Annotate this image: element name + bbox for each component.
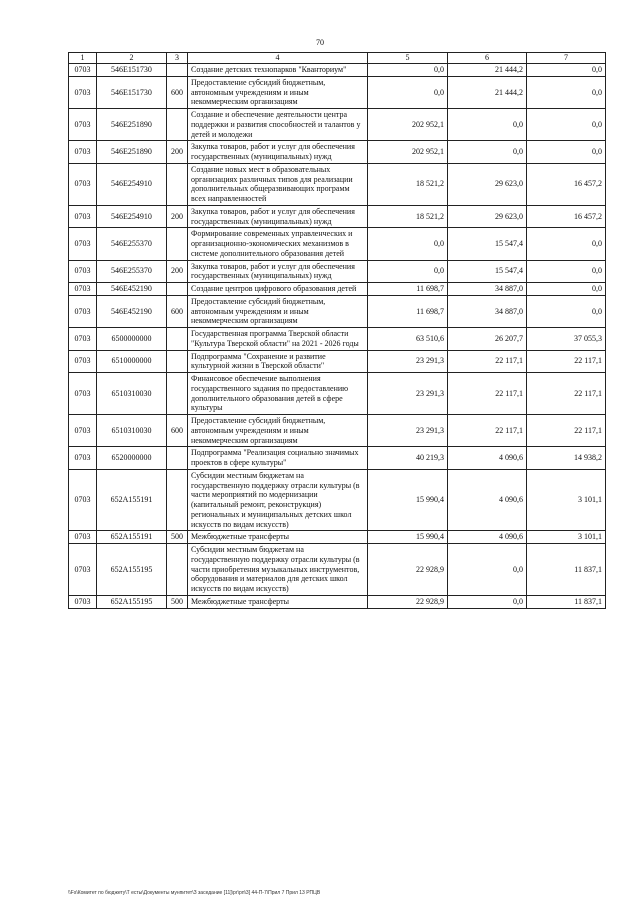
description-cell: Подпрограмма "Сохранение и развитие культурной жизни в Тверской области" — [188, 350, 368, 373]
target-code-cell: 546E151730 — [97, 76, 167, 108]
table-row — [69, 328, 606, 351]
section-code-cell: 0703 — [69, 415, 97, 447]
expense-type-cell — [167, 109, 188, 141]
amount-year2-cell: 0,0 — [448, 141, 527, 164]
column-header-5: 5 — [368, 53, 448, 64]
amount-year3-cell: 0,0 — [527, 141, 606, 164]
page-number: 70 — [316, 38, 324, 47]
expense-type-cell: 600 — [167, 76, 188, 108]
column-header-4: 4 — [188, 53, 368, 64]
table-row — [69, 163, 606, 205]
description-cell: Предоставление субсидий бюджетным, автономным учреждениям и иным некоммерческим организациям — [188, 415, 368, 447]
section-code-cell: 0703 — [69, 260, 97, 283]
section-code-cell: 0703 — [69, 228, 97, 260]
amount-year2-cell: 34 887,0 — [448, 283, 527, 296]
amount-year2-cell: 0,0 — [448, 544, 527, 596]
amount-year1-cell: 11 698,7 — [368, 295, 448, 327]
target-code-cell: 6510310030 — [97, 415, 167, 447]
target-code-cell: 546E151730 — [97, 64, 167, 77]
description-cell: Межбюджетные трансферты — [188, 531, 368, 544]
table-row — [69, 595, 606, 608]
target-code-cell: 652A155195 — [97, 544, 167, 596]
amount-year3-cell: 0,0 — [527, 228, 606, 260]
amount-year1-cell: 63 510,6 — [368, 328, 448, 351]
amount-year1-cell: 18 521,2 — [368, 205, 448, 228]
description-cell: Создание центров цифрового образования детей — [188, 283, 368, 296]
target-code-cell: 546E254910 — [97, 205, 167, 228]
column-header-3: 3 — [167, 53, 188, 64]
amount-year3-cell: 0,0 — [527, 109, 606, 141]
amount-year3-cell: 11 837,1 — [527, 595, 606, 608]
amount-year1-cell: 0,0 — [368, 76, 448, 108]
amount-year2-cell: 29 623,0 — [448, 163, 527, 205]
amount-year3-cell: 11 837,1 — [527, 544, 606, 596]
description-cell: Подпрограмма "Реализация социально значимых проектов в сфере культуры" — [188, 447, 368, 470]
expense-type-cell — [167, 350, 188, 373]
section-code-cell: 0703 — [69, 205, 97, 228]
amount-year3-cell: 0,0 — [527, 295, 606, 327]
table-row — [69, 64, 606, 77]
table-row — [69, 228, 606, 260]
table-row — [69, 469, 606, 531]
amount-year1-cell: 0,0 — [368, 260, 448, 283]
description-cell: Формирование современных управленческих и организационно-экономических механизмов в системе дополнительного образования детей — [188, 228, 368, 260]
amount-year3-cell: 16 457,2 — [527, 205, 606, 228]
table-row — [69, 76, 606, 108]
amount-year3-cell: 14 938,2 — [527, 447, 606, 470]
amount-year2-cell: 15 547,4 — [448, 260, 527, 283]
table-row — [69, 295, 606, 327]
expense-type-cell: 200 — [167, 141, 188, 164]
amount-year2-cell: 4 090,6 — [448, 531, 527, 544]
description-cell: Предоставление субсидий бюджетным, автономным учреждениям и иным некоммерческим организациям — [188, 76, 368, 108]
target-code-cell: 652A155191 — [97, 469, 167, 531]
target-code-cell: 546E255370 — [97, 260, 167, 283]
section-code-cell: 0703 — [69, 544, 97, 596]
table-row — [69, 283, 606, 296]
expense-type-cell — [167, 373, 188, 415]
expense-type-cell: 500 — [167, 595, 188, 608]
amount-year3-cell: 22 117,1 — [527, 373, 606, 415]
amount-year2-cell: 21 444,2 — [448, 76, 527, 108]
target-code-cell: 546E254910 — [97, 163, 167, 205]
table-row — [69, 109, 606, 141]
amount-year1-cell: 40 219,3 — [368, 447, 448, 470]
amount-year3-cell: 0,0 — [527, 64, 606, 77]
amount-year2-cell: 15 547,4 — [448, 228, 527, 260]
section-code-cell: 0703 — [69, 109, 97, 141]
amount-year2-cell: 22 117,1 — [448, 373, 527, 415]
amount-year2-cell: 0,0 — [448, 595, 527, 608]
amount-year1-cell: 22 928,9 — [368, 595, 448, 608]
amount-year2-cell: 29 623,0 — [448, 205, 527, 228]
expense-type-cell — [167, 228, 188, 260]
section-code-cell: 0703 — [69, 447, 97, 470]
description-cell: Закупка товаров, работ и услуг для обеспечения государственных (муниципальных) нужд — [188, 205, 368, 228]
expense-type-cell: 500 — [167, 531, 188, 544]
amount-year1-cell: 23 291,3 — [368, 373, 448, 415]
target-code-cell: 652A155191 — [97, 531, 167, 544]
expense-type-cell: 600 — [167, 295, 188, 327]
expense-type-cell — [167, 163, 188, 205]
amount-year3-cell: 3 101,1 — [527, 469, 606, 531]
amount-year1-cell: 23 291,3 — [368, 350, 448, 373]
amount-year3-cell: 37 055,3 — [527, 328, 606, 351]
expense-type-cell — [167, 544, 188, 596]
amount-year3-cell: 0,0 — [527, 260, 606, 283]
amount-year1-cell: 15 990,4 — [368, 469, 448, 531]
expense-type-cell — [167, 469, 188, 531]
amount-year2-cell: 22 117,1 — [448, 350, 527, 373]
target-code-cell: 546E251890 — [97, 109, 167, 141]
amount-year3-cell: 0,0 — [527, 76, 606, 108]
target-code-cell: 6520000000 — [97, 447, 167, 470]
description-cell: Субсидии местным бюджетам на государственную поддержку отрасли культуры (в части приобретения музыкальных инструментов, оборудования и материалов для детских школ искусств по видам искусств) — [188, 544, 368, 596]
column-header-7: 7 — [527, 53, 606, 64]
section-code-cell: 0703 — [69, 350, 97, 373]
amount-year3-cell: 0,0 — [527, 283, 606, 296]
amount-year2-cell: 26 207,7 — [448, 328, 527, 351]
table-row — [69, 531, 606, 544]
target-code-cell: 546E251890 — [97, 141, 167, 164]
description-cell: Финансовое обеспечение выполнения государственного задания по предоставлению дополнительного образования детей в сфере культуры — [188, 373, 368, 415]
description-cell: Предоставление субсидий бюджетным, автономным учреждениям и иным некоммерческим организациям — [188, 295, 368, 327]
description-cell: Создание и обеспечение деятельности центра поддержки и развития способностей и талантов у детей и молодежи — [188, 109, 368, 141]
amount-year1-cell: 18 521,2 — [368, 163, 448, 205]
amount-year1-cell: 202 952,1 — [368, 109, 448, 141]
description-cell: Создание детских технопарков "Кванториум" — [188, 64, 368, 77]
target-code-cell: 6510000000 — [97, 350, 167, 373]
table-row — [69, 350, 606, 373]
table-row — [69, 544, 606, 596]
section-code-cell: 0703 — [69, 283, 97, 296]
expense-type-cell — [167, 283, 188, 296]
expense-type-cell — [167, 447, 188, 470]
section-code-cell: 0703 — [69, 531, 97, 544]
section-code-cell: 0703 — [69, 469, 97, 531]
expense-type-cell — [167, 64, 188, 77]
section-code-cell: 0703 — [69, 373, 97, 415]
description-cell: Закупка товаров, работ и услуг для обеспечения государственных (муниципальных) нужд — [188, 141, 368, 164]
expense-type-cell: 200 — [167, 205, 188, 228]
target-code-cell: 546E255370 — [97, 228, 167, 260]
amount-year1-cell: 23 291,3 — [368, 415, 448, 447]
table-row — [69, 447, 606, 470]
amount-year1-cell: 15 990,4 — [368, 531, 448, 544]
column-header-1: 1 — [69, 53, 97, 64]
column-header-6: 6 — [448, 53, 527, 64]
amount-year1-cell: 202 952,1 — [368, 141, 448, 164]
column-number-row — [69, 53, 606, 64]
description-cell: Межбюджетные трансферты — [188, 595, 368, 608]
target-code-cell: 652A155195 — [97, 595, 167, 608]
target-code-cell: 546E452190 — [97, 295, 167, 327]
description-cell: Субсидии местным бюджетам на государственную поддержку отрасли культуры (в части мероприятий по модернизации (капитальный ремонт, реконструкция) региональных и муниципальных детских школ искусств по видам искусств) — [188, 469, 368, 531]
section-code-cell: 0703 — [69, 328, 97, 351]
budget-table-body — [69, 53, 606, 609]
amount-year3-cell: 22 117,1 — [527, 415, 606, 447]
amount-year2-cell: 22 117,1 — [448, 415, 527, 447]
table-row — [69, 141, 606, 164]
expense-type-cell: 200 — [167, 260, 188, 283]
expense-type-cell: 600 — [167, 415, 188, 447]
target-code-cell: 6510310030 — [97, 373, 167, 415]
column-header-2: 2 — [97, 53, 167, 64]
amount-year3-cell: 16 457,2 — [527, 163, 606, 205]
section-code-cell: 0703 — [69, 76, 97, 108]
amount-year2-cell: 21 444,2 — [448, 64, 527, 77]
amount-year1-cell: 0,0 — [368, 228, 448, 260]
table-row — [69, 205, 606, 228]
section-code-cell: 0703 — [69, 595, 97, 608]
amount-year2-cell: 0,0 — [448, 109, 527, 141]
target-code-cell: 6500000000 — [97, 328, 167, 351]
amount-year1-cell: 11 698,7 — [368, 283, 448, 296]
amount-year1-cell: 22 928,9 — [368, 544, 448, 596]
amount-year2-cell: 4 090,6 — [448, 447, 527, 470]
section-code-cell: 0703 — [69, 64, 97, 77]
budget-table — [68, 52, 606, 609]
amount-year2-cell: 4 090,6 — [448, 469, 527, 531]
amount-year3-cell: 22 117,1 — [527, 350, 606, 373]
table-row — [69, 373, 606, 415]
amount-year2-cell: 34 887,0 — [448, 295, 527, 327]
section-code-cell: 0703 — [69, 141, 97, 164]
description-cell: Создание новых мест в образовательных организациях различных типов для реализации дополнительных общеразвивающих программ всех направленностей — [188, 163, 368, 205]
section-code-cell: 0703 — [69, 295, 97, 327]
table-row — [69, 415, 606, 447]
file-path-footer: \\Fs\Комитет по бюджету\Т есты\Документы мунпитет\З заседание [11]\рг\рп\3] 44-П-7\Прил 7 Прил 13 РПЦВ — [68, 890, 321, 896]
amount-year1-cell: 0,0 — [368, 64, 448, 77]
expense-type-cell — [167, 328, 188, 351]
table-row — [69, 260, 606, 283]
description-cell: Закупка товаров, работ и услуг для обеспечения государственных (муниципальных) нужд — [188, 260, 368, 283]
amount-year3-cell: 3 101,1 — [527, 531, 606, 544]
target-code-cell: 546E452190 — [97, 283, 167, 296]
description-cell: Государственная программа Тверской области "Культура Тверской области" на 2021 - 2026 годы — [188, 328, 368, 351]
section-code-cell: 0703 — [69, 163, 97, 205]
